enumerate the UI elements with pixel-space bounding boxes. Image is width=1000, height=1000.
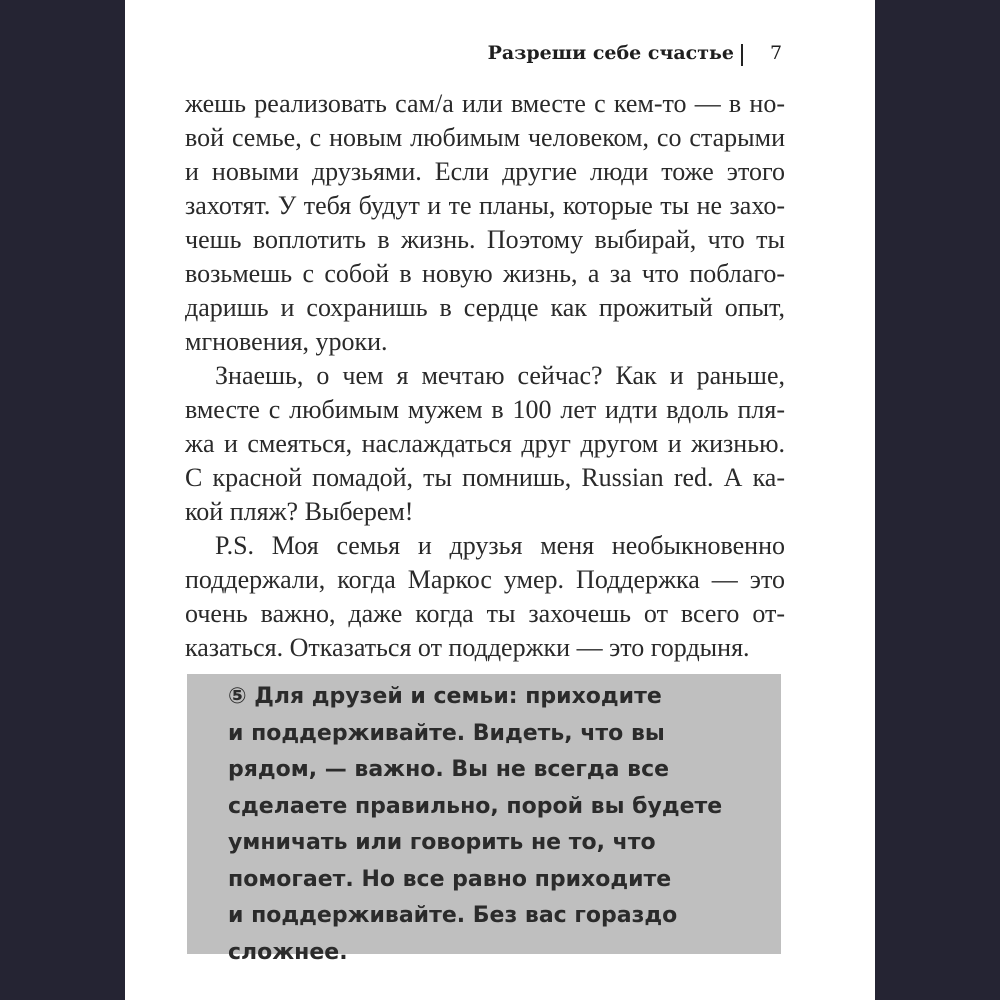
text-line: мгновения, уроки. <box>185 327 388 356</box>
text-line: P.S. Моя семья и друзья меня необыкновенно <box>215 531 785 560</box>
text-line: вместе с любимым мужем в 100 лет идти вдоль пля- <box>185 395 785 424</box>
running-head-title: Разреши себе счастье <box>487 42 734 64</box>
text-line: жа и смеяться, наслаждаться друг другом и жизнью. <box>185 429 785 458</box>
running-head <box>125 42 875 72</box>
text-line: вой семье, с новым любимым человеком, со старыми <box>185 123 785 152</box>
note-line: сложнее. <box>228 939 348 965</box>
paragraph <box>185 87 785 359</box>
note-line: ⑤ Для друзей и семьи: приходите <box>228 684 662 709</box>
text-line: захотят. У тебя будут и те планы, которые ты не захо- <box>185 191 785 220</box>
text-line: даришь и сохранишь в сердце как прожитый опыт, <box>185 293 785 322</box>
text-line: кой пляж? Выберем! <box>185 497 414 526</box>
note-line: и поддерживайте. Без вас гораздо <box>228 903 678 928</box>
page-number: 7 <box>770 42 783 64</box>
text-line: Знаешь, о чем я мечтаю сейчас? Как и раньше, <box>215 361 785 390</box>
note-box <box>187 674 781 965</box>
body-text <box>185 87 785 665</box>
text-line: поддержали, когда Маркос умер. Поддержка — это <box>185 565 785 594</box>
text-line: казаться. Отказаться от поддержки — это гордыня. <box>185 633 750 662</box>
note-text <box>228 679 722 971</box>
paragraph <box>185 359 785 529</box>
running-head-separator <box>741 44 743 66</box>
text-line: С красной помадой, ты помнишь, Russian red. А ка- <box>185 463 785 492</box>
note-line: рядом, — важно. Вы не всегда все <box>228 757 670 782</box>
text-line: жешь реализовать сам/а или вместе с кем-то — в но- <box>185 89 785 118</box>
book-page <box>125 0 875 1000</box>
text-line: возьмешь с собой в новую жизнь, а за что поблаго- <box>185 259 785 288</box>
text-line: и новыми друзьями. Если другие люди тоже этого <box>185 157 785 186</box>
text-line: чешь воплотить в жизнь. Поэтому выбирай, что ты <box>185 225 785 254</box>
note-line: умничать или говорить не то, что <box>228 830 656 855</box>
note-line: сделаете правильно, порой вы будете <box>228 793 723 819</box>
note-line: и поддерживайте. Видеть, что вы <box>228 720 665 746</box>
paragraph <box>185 529 785 665</box>
note-line: помогает. Но все равно приходите <box>228 866 672 892</box>
text-line: очень важно, даже когда ты захочешь от всего от- <box>185 599 785 628</box>
